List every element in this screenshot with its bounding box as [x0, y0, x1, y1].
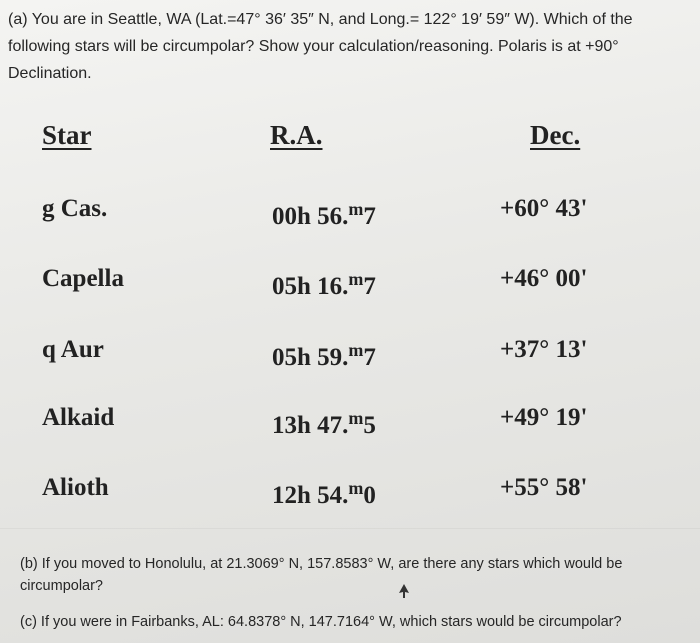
divider [0, 528, 700, 529]
question-c-text: (c) If you were in Fairbanks, AL: 64.8378° N, 147.7164° W, which stars would be circumpolar? [20, 614, 622, 630]
header-ra: R.A. [270, 120, 323, 150]
row-dec: +55° 58' [500, 474, 588, 501]
header-star: Star [42, 120, 92, 150]
star-table [0, 110, 700, 530]
header-dec: Dec. [530, 120, 581, 150]
row-ra: 12h 54.$^m$0 [272, 478, 376, 509]
row-star: Alioth [42, 474, 109, 501]
row-ra: 05h 59.$^m$7 [272, 340, 376, 371]
row-star: Alkaid [42, 404, 115, 431]
question-b-text: (b) If you moved to Honolulu, at 21.3069° N, 157.8583° W, are there any stars which would be circumpolar? [20, 556, 623, 594]
row-ra: 05h 16.$^m$7 [272, 269, 376, 300]
row-dec: +37° 13' [500, 336, 588, 363]
row-star: Capella [42, 265, 124, 292]
question-a-text: (a) You are in Seattle, WA (Lat.=47° 36′ 35″ N, and Long.= 122° 19′ 59″ W). Which of the following stars will be circumpolar? Show your calculation/reasoning. Polaris is at +90° Declination. [8, 11, 633, 82]
row-star: q Aur [42, 336, 104, 363]
row-dec: +60° 43' [500, 195, 588, 222]
row-ra: 00h 56.$^m$7 [272, 199, 376, 230]
mouse-pointer-icon [398, 584, 410, 598]
row-star: g Cas. [42, 195, 108, 222]
row-dec: +49° 19' [500, 404, 588, 431]
row-dec: +46° 00' [500, 265, 588, 292]
row-ra: 13h 47.$^m$5 [272, 408, 376, 439]
